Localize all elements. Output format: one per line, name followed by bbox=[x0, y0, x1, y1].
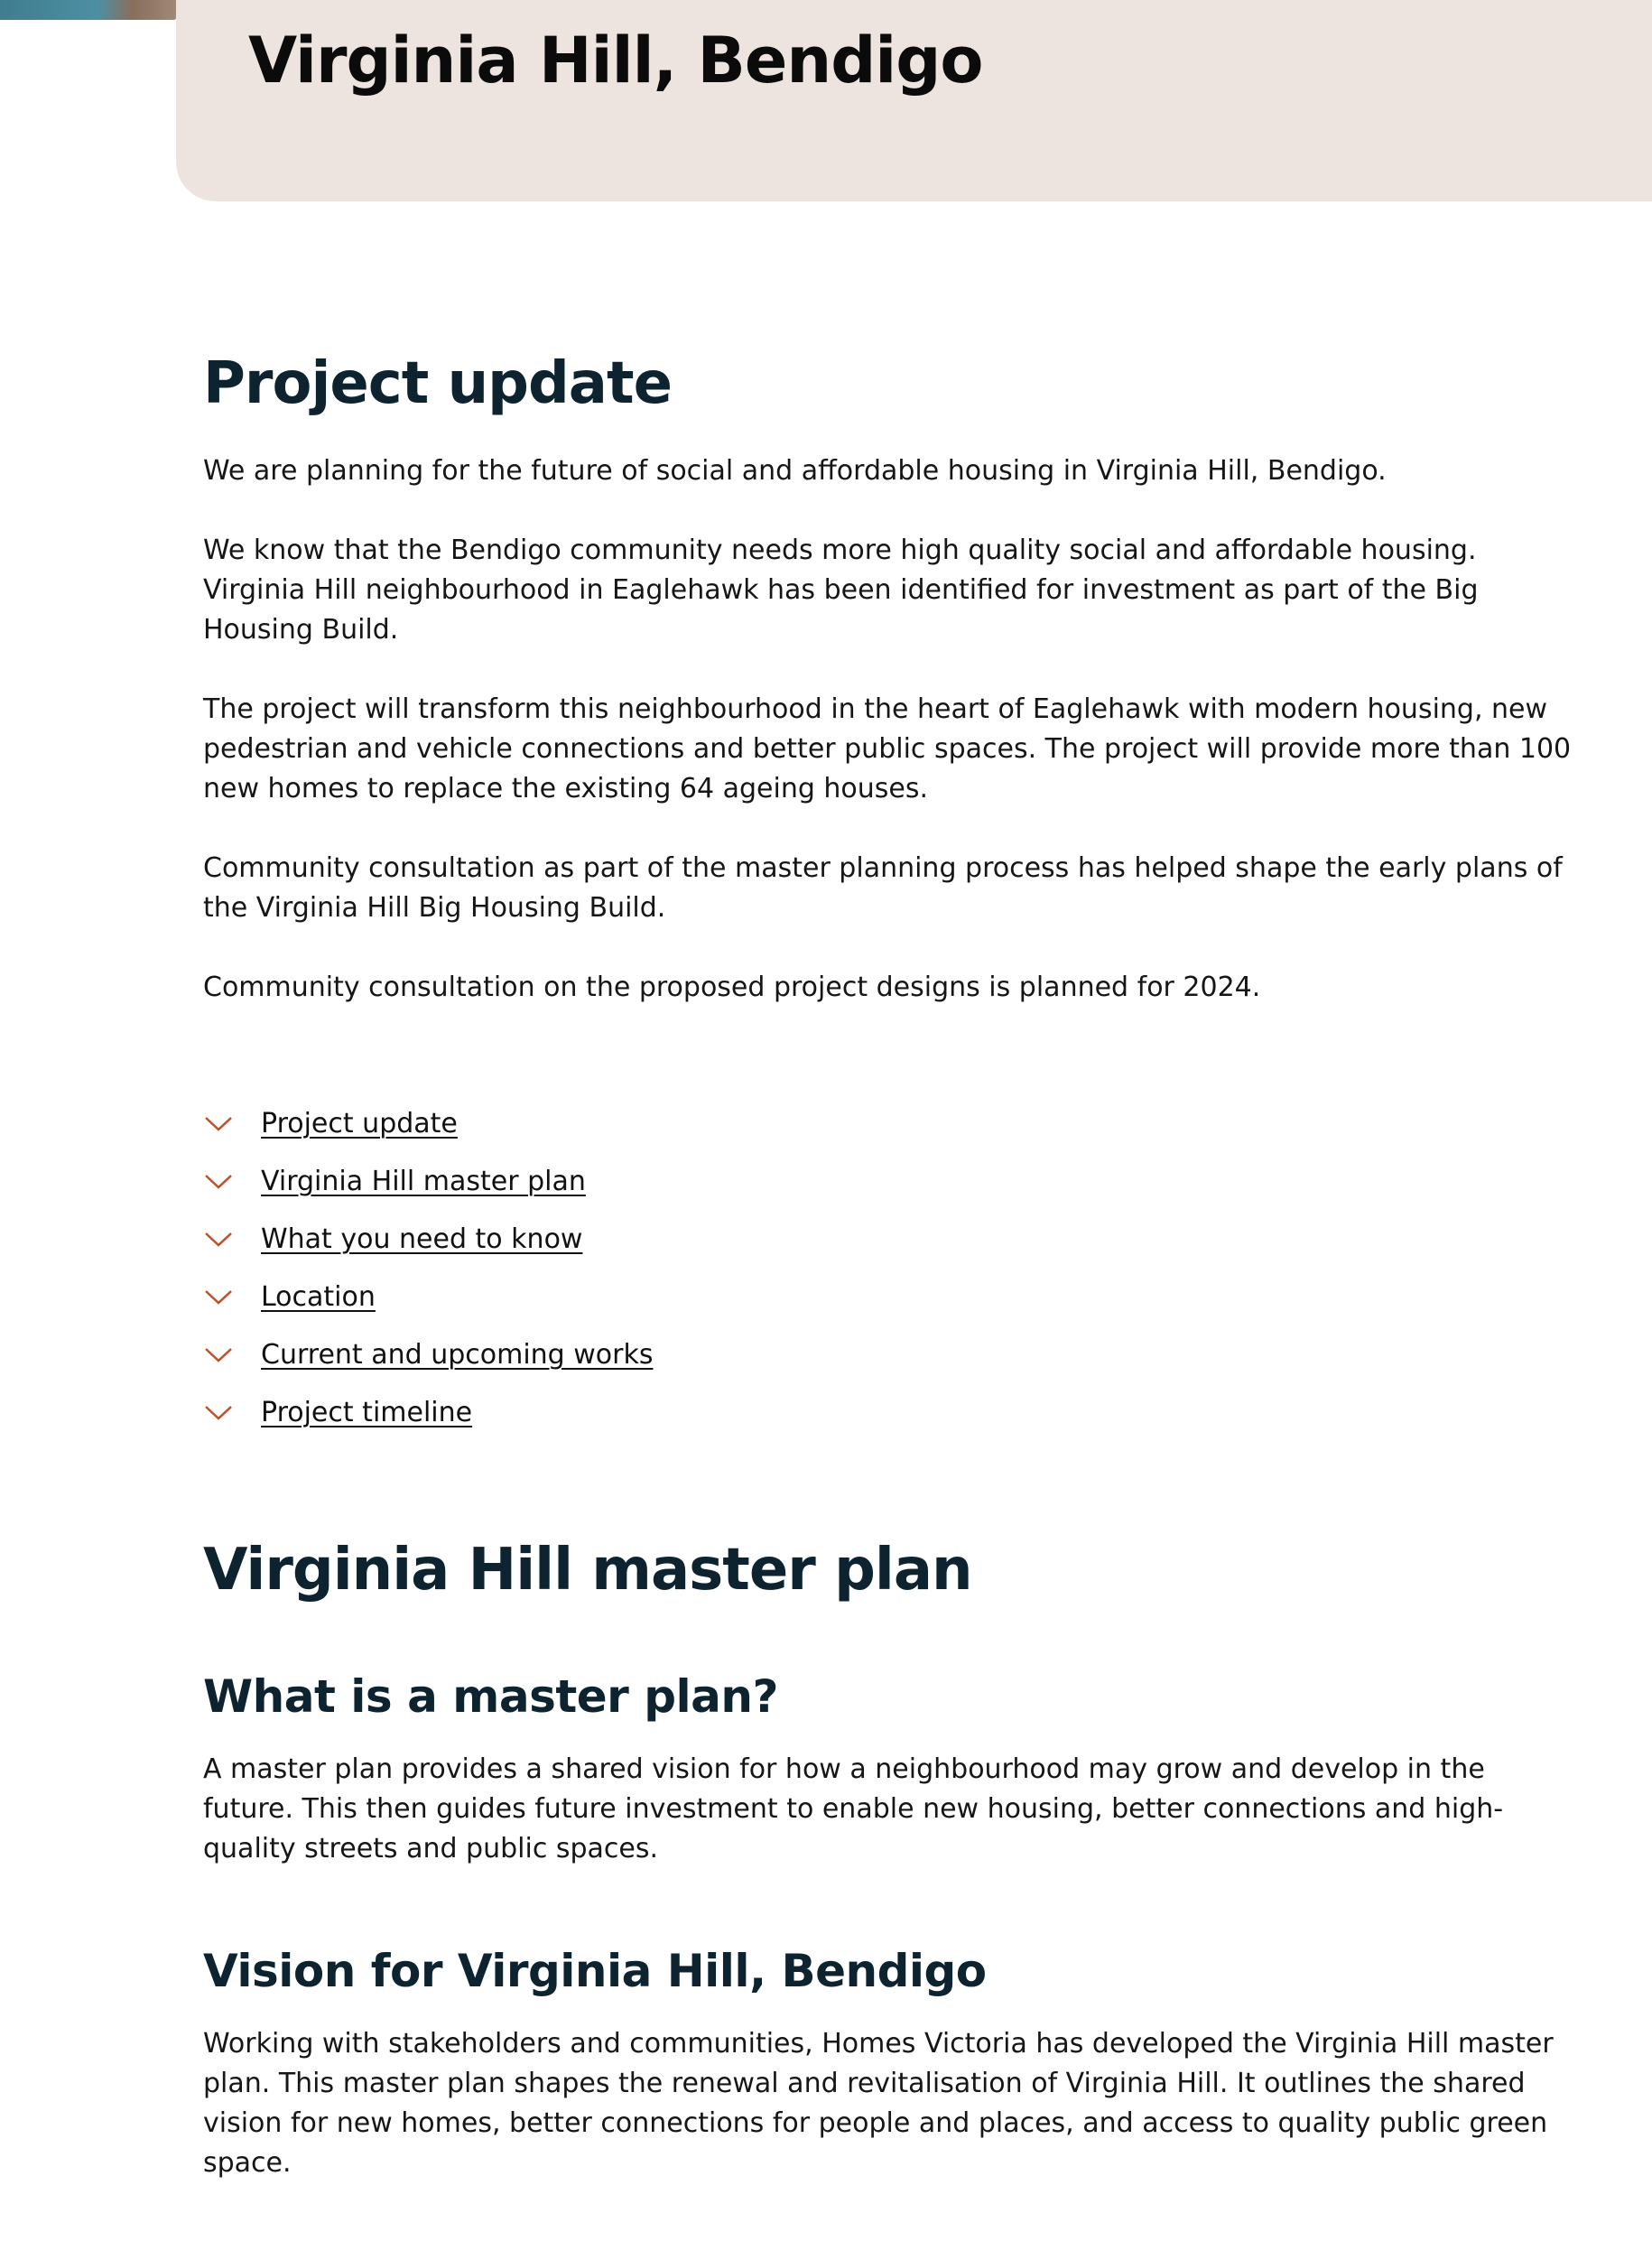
main-content bbox=[203, 343, 1575, 2183]
chevron-down-icon bbox=[203, 1287, 234, 1306]
chevron-down-icon bbox=[203, 1344, 234, 1364]
toc-link-project-timeline[interactable]: Project timeline bbox=[261, 1396, 473, 1428]
project-update-paragraph-5: Community consultation on the proposed project designs is planned for 2024. bbox=[203, 972, 1261, 1003]
vision-text: Working with stakeholders and communities, Homes Victoria has developed the Virginia Hill master plan. This master plan shapes the renewal and revitalisation of Virginia Hill. It outlines the shared vision for new homes, better connections for people and places, and access to quality public green space. bbox=[203, 2028, 1554, 2179]
toc-link-project-update[interactable]: Project update bbox=[261, 1107, 458, 1139]
project-update-paragraph-4: Community consultation as part of the master planning process has helped shape the early plans of the Virginia Hill Big Housing Build. bbox=[203, 852, 1563, 924]
master-plan-heading: Virginia Hill master plan bbox=[203, 1537, 972, 1604]
toc-item[interactable] bbox=[203, 1094, 1575, 1152]
chevron-down-icon bbox=[203, 1402, 234, 1422]
vision-heading: Vision for Virginia Hill, Bendigo bbox=[203, 1945, 987, 1997]
toc-item[interactable] bbox=[203, 1268, 1575, 1325]
project-update-heading: Project update bbox=[203, 350, 672, 417]
project-update-paragraph-3: The project will transform this neighbourhood in the heart of Eaglehawk with modern housing, new pedestrian and vehicle connections and better public spaces. The project will provide more than 100 new homes to replace the existing 64 ageing houses. bbox=[203, 693, 1572, 804]
chevron-down-icon bbox=[203, 1113, 234, 1133]
hero-image bbox=[0, 0, 177, 20]
toc-link-what-you-need-to-know[interactable]: What you need to know bbox=[261, 1223, 583, 1255]
toc-item[interactable] bbox=[203, 1383, 1575, 1441]
what-is-master-plan-heading: What is a master plan? bbox=[203, 1670, 778, 1723]
toc-item[interactable] bbox=[203, 1152, 1575, 1210]
project-update-paragraph-1: We are planning for the future of social and affordable housing in Virginia Hill, Bendigo. bbox=[203, 455, 1387, 487]
toc-link-master-plan[interactable]: Virginia Hill master plan bbox=[261, 1165, 586, 1197]
chevron-down-icon bbox=[203, 1229, 234, 1249]
page-title: Virginia Hill, Bendigo bbox=[248, 23, 983, 98]
toc-item[interactable] bbox=[203, 1325, 1575, 1383]
toc-link-current-works[interactable]: Current and upcoming works bbox=[261, 1338, 654, 1371]
table-of-contents bbox=[203, 1094, 1575, 1441]
master-plan-section bbox=[203, 1530, 1575, 2183]
what-is-master-plan-text: A master plan provides a shared vision for how a neighbourhood may grow and develop in the future. This then guides future investment to enable new housing, better connections and high-quality streets and public spaces. bbox=[203, 1753, 1504, 1864]
toc-item[interactable] bbox=[203, 1210, 1575, 1268]
toc-link-location[interactable]: Location bbox=[261, 1280, 376, 1313]
chevron-down-icon bbox=[203, 1171, 234, 1191]
project-update-paragraph-2: We know that the Bendigo community needs more high quality social and affordable housing. Virginia Hill neighbourhood in Eaglehawk has been identified for investment as part of the Big Housing Build. bbox=[203, 535, 1479, 646]
project-update-section bbox=[203, 343, 1575, 1008]
